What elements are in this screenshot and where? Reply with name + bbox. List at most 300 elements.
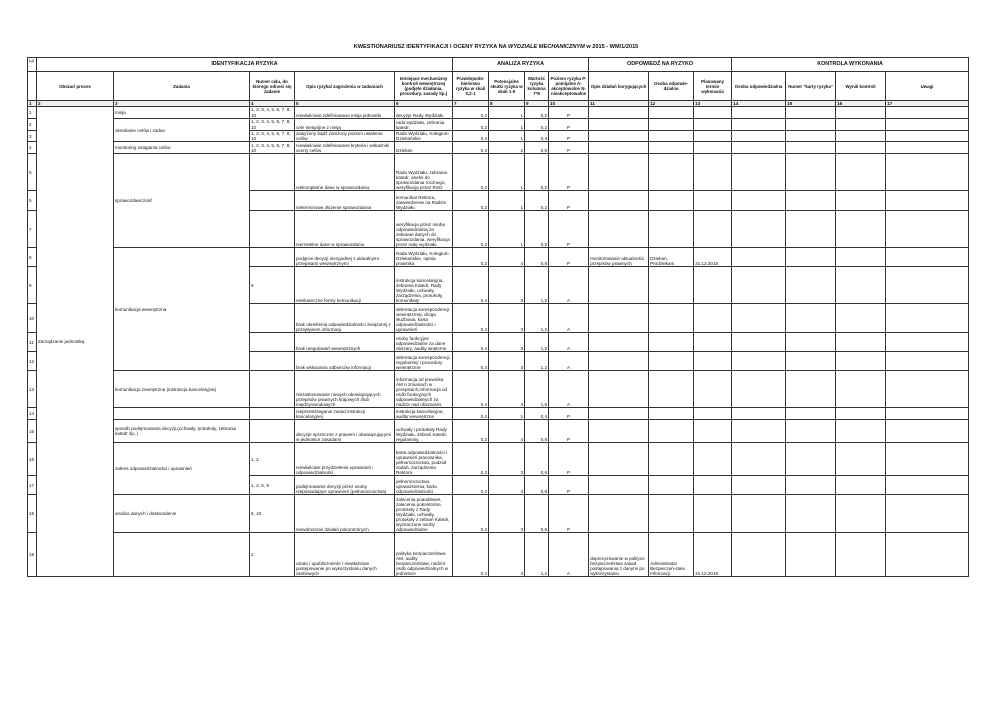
impact-cell: 2 — [489, 142, 525, 154]
control-result-cell — [836, 267, 886, 304]
task-cell: komunikacja zewnętrzna (instrukcja kancelaryjna) — [114, 371, 250, 408]
remarks-cell — [886, 408, 969, 420]
risk-description-cell: brak określenia odpowiedzialności związanej z przepływem informacji — [295, 304, 395, 333]
corrective-action-cell — [589, 495, 649, 533]
goal-number-cell: 1, 2, 3, 4, 5, 6, 7, 8, 10 — [250, 142, 295, 154]
impact-cell: 3 — [489, 267, 525, 304]
header-skutki: Potencjalne skutki ryzyka w skali 1-5 — [489, 72, 525, 101]
responsible-person-cell: Dziekan, Prodziekani — [649, 248, 694, 267]
impact-cell: 1 — [489, 119, 525, 131]
control-responsible-cell — [732, 371, 786, 408]
row-number: 3 — [28, 131, 37, 142]
control-responsible-cell — [732, 304, 786, 333]
risk-card-number-cell — [786, 119, 836, 131]
risk-card-number-cell — [786, 371, 836, 408]
control-mechanism-cell: weryfikacja przez osobę odpowiedzialną za zebranie danych do sprawozdania, weryfikacja przez radę wydziału — [395, 211, 453, 248]
header-wartosc: Wartość ryzyka kolumna 7*8 — [525, 72, 549, 101]
risk-level-cell: P — [549, 131, 589, 142]
table-row — [28, 495, 969, 533]
responsible-person-cell — [649, 131, 694, 142]
risk-level-cell: P — [549, 495, 589, 533]
corrective-action-cell: doprecyzowanie w polityce bezpieczeństwa zasad postępowania z danymi po wykorzystaniu — [589, 533, 649, 577]
risk-description-cell: niewłaściwie zdefiniowana misja jednostki — [295, 107, 395, 119]
col-number: 9 — [525, 101, 549, 107]
remarks-cell — [886, 107, 969, 119]
control-mechanism-cell: pełnomocnictwa, upoważnienia, karta odpowiedzialności — [395, 476, 453, 495]
responsible-person-cell — [649, 333, 694, 352]
risk-card-number-cell — [786, 107, 836, 119]
control-responsible-cell — [732, 131, 786, 142]
risk-value-cell: 1,2 — [525, 352, 549, 371]
table-row — [28, 119, 969, 131]
col-number: 2 — [37, 101, 114, 107]
risk-level-cell: A — [549, 333, 589, 352]
corrective-action-cell — [589, 371, 649, 408]
remarks-cell — [886, 533, 969, 577]
goal-number-cell — [250, 154, 295, 191]
task-cell: sprawozdawczość — [114, 154, 250, 248]
header-mechanizmy: Istniejące mechanizmy kontroli wewnętrznej (podjęte działania, procedury, zasady itp.) — [395, 72, 453, 101]
control-result-cell — [836, 154, 886, 191]
control-mechanism-cell: polityka bezpieczeństwa AM, audity bezpieczeństwa, nadzór osób odpowiedzialnych w jednostce — [395, 533, 453, 577]
corrective-action-cell — [589, 304, 649, 333]
risk-value-cell: 0,8 — [525, 420, 549, 443]
probability-cell: 0,4 — [453, 371, 489, 408]
risk-description-cell: nieterminowe złożenie sprawozdania — [295, 191, 395, 211]
risk-value-cell: 0,6 — [525, 495, 549, 533]
control-responsible-cell — [732, 495, 786, 533]
task-cell: sposób podejmowania decyzji,(uchwały, protokoły, zebrania katedr itp..) — [114, 420, 250, 443]
control-responsible-cell — [732, 352, 786, 371]
risk-card-number-cell — [786, 352, 836, 371]
row-number: 2 — [28, 119, 37, 131]
corrective-action-cell — [589, 443, 649, 476]
header-zadania: Zadania — [114, 72, 250, 101]
risk-card-number-cell — [786, 142, 836, 154]
deadline-cell — [694, 352, 732, 371]
remarks-cell — [886, 304, 969, 333]
control-mechanism-cell: rada wydziału, zebrania katedr, — [395, 119, 453, 131]
remarks-cell — [886, 119, 969, 131]
responsible-person-cell — [649, 476, 694, 495]
risk-card-number-cell — [786, 408, 836, 420]
row-number: 19 — [28, 533, 37, 577]
col-number: 11 — [589, 101, 649, 107]
risk-value-cell: 1,2 — [525, 333, 549, 352]
row-number: 5 — [28, 154, 37, 191]
risk-description-cell: podjęcie decyzji niezgodnej z aktualnymi przepisami wewnętrznymi — [295, 248, 395, 267]
control-mechanism-cell: instrukcja kancelaryjna, zebrania Katedr, Rady Wydziału, uchwały, zarządzenia, protokoły, komunikaty — [395, 267, 453, 304]
control-result-cell — [836, 304, 886, 333]
control-responsible-cell — [732, 267, 786, 304]
probability-cell: 0,2 — [453, 119, 489, 131]
impact-cell: 4 — [489, 476, 525, 495]
table-row — [28, 107, 969, 119]
task-cell — [114, 533, 250, 577]
control-responsible-cell — [732, 420, 786, 443]
impact-cell: 3 — [489, 352, 525, 371]
corrective-action-cell — [589, 211, 649, 248]
header-osoba-odpowiedzialna: Osoba odpowie-dzialna — [649, 72, 694, 101]
table-row — [28, 154, 969, 191]
impact-cell: 1 — [489, 191, 525, 211]
probability-cell: 0,2 — [453, 495, 489, 533]
col-number: 8 — [489, 101, 525, 107]
risk-table — [27, 57, 969, 577]
header-poziom: Poziom ryzyka P-pomijalne A-akceptowalne N-nieakceptowalne — [549, 72, 589, 101]
deadline-cell — [694, 107, 732, 119]
responsible-person-cell — [649, 443, 694, 476]
deadline-cell — [694, 119, 732, 131]
impact-cell: 3 — [489, 333, 525, 352]
row-number: 13 — [28, 371, 37, 408]
impact-cell: 3 — [489, 304, 525, 333]
row-number: 8 — [28, 248, 37, 267]
probability-cell: 0,4 — [453, 131, 489, 142]
risk-description-cell: podejmowanie decyzji przez osoby nieposiadające uprawnień (pełnomocnictwa) — [295, 476, 395, 495]
header-numer-celu: Numer celu, do którego odnosi się zadanie — [250, 72, 295, 101]
probability-cell: 0,4 — [453, 408, 489, 420]
risk-level-cell: P — [549, 420, 589, 443]
risk-value-cell: 0,8 — [525, 248, 549, 267]
control-result-cell — [836, 191, 886, 211]
risk-value-cell: 0,8 — [525, 142, 549, 154]
risk-description-cell: decyzje sprzeczne z prawem i obowiązującymi w jednostce zasadami — [295, 420, 395, 443]
control-responsible-cell — [732, 119, 786, 131]
control-result-cell — [836, 248, 886, 267]
col-number: 16 — [836, 101, 886, 107]
goal-number-cell — [250, 248, 295, 267]
corrective-action-cell — [589, 352, 649, 371]
goal-number-cell — [250, 333, 295, 352]
goal-number-cell: 1, 2, 5, 9 — [250, 476, 295, 495]
corrective-action-cell — [589, 142, 649, 154]
header-osoba-odpowiedzialna-2: Osoba odpowiedzialna — [732, 72, 786, 101]
col-number: 1 — [28, 101, 37, 107]
probability-cell: 0,2 — [453, 443, 489, 476]
risk-level-cell: P — [549, 476, 589, 495]
impact-cell: 1 — [489, 211, 525, 248]
header-uwagi: Uwagi — [886, 72, 969, 101]
risk-value-cell: 0,6 — [525, 443, 549, 476]
table-row — [28, 248, 969, 267]
deadline-cell — [694, 420, 732, 443]
impact-cell: 4 — [489, 248, 525, 267]
risk-description-cell: brak uregulowań wewnętrznych — [295, 333, 395, 352]
control-responsible-cell — [732, 142, 786, 154]
impact-cell: 4 — [489, 371, 525, 408]
col-number: 12 — [649, 101, 694, 107]
corrective-action-cell: monitorowanie aktualności przepisów prawnych — [589, 248, 649, 267]
risk-card-number-cell — [786, 333, 836, 352]
risk-level-cell: P — [549, 119, 589, 131]
row-number: 9 — [28, 267, 37, 304]
control-mechanism-cell: dekretacja korespondencji, regulaminy i procedury wewnętrzne — [395, 352, 453, 371]
header-prawdopodobienstwo: Prawdopodo-bieństwo ryzyka w skali 0,2-1 — [453, 72, 489, 101]
risk-level-cell: A — [549, 371, 589, 408]
table-row — [28, 408, 969, 420]
task-cell: zakres odpowiedzialności i uprawnień — [114, 443, 250, 495]
risk-card-number-cell — [786, 131, 836, 142]
responsible-person-cell — [649, 495, 694, 533]
section-analiza: ANALIZA RYZYKA — [453, 58, 589, 72]
control-result-cell — [836, 119, 886, 131]
corrective-action-cell — [589, 267, 649, 304]
control-mechanism-cell: uchwały i protokoły Rady Wydziału, zebrań Katedr, regulaminy, — [395, 420, 453, 443]
control-mechanism-cell: karta odpowiedzialności i uprawnień pracownika, pełnomocnictwa, podział zadań, zarządzenia Rektora — [395, 443, 453, 476]
header-termin: Planowany termin wykonania — [694, 72, 732, 101]
corrective-action-cell — [589, 119, 649, 131]
control-mechanism-cell: decyzje Rady Wydziału — [395, 107, 453, 119]
col-number: 13 — [694, 101, 732, 107]
risk-value-cell: 0,4 — [525, 408, 549, 420]
control-responsible-cell — [732, 211, 786, 248]
probability-cell: 0,4 — [453, 533, 489, 577]
goal-number-cell — [250, 371, 295, 408]
impact-cell: 1 — [489, 408, 525, 420]
control-result-cell — [836, 533, 886, 577]
corrective-action-cell — [589, 107, 649, 119]
remarks-cell — [886, 267, 969, 304]
goal-number-cell: 1, 2, 3, 4, 5, 6, 7, 8, 10 — [250, 131, 295, 142]
remarks-cell — [886, 248, 969, 267]
header-wynik: Wynik kontroli — [836, 72, 886, 101]
risk-description-cell: niewłaściwe przydzielenie uprawnień i odpowiedzialności — [295, 443, 395, 476]
goal-number-cell — [250, 420, 295, 443]
header-numer-karty: Numer "karty ryzyka" — [786, 72, 836, 101]
risk-value-cell: 0,8 — [525, 476, 549, 495]
goal-number-cell — [250, 408, 295, 420]
corrective-action-cell — [589, 476, 649, 495]
table-row — [28, 371, 969, 408]
task-cell — [114, 408, 250, 420]
table-row — [28, 420, 969, 443]
goal-number-cell: 1, 2 — [250, 443, 295, 476]
risk-description-cell: zawyżony bądź zaniżony poziom ustalenia celów — [295, 131, 395, 142]
probability-cell: 0,4 — [453, 304, 489, 333]
risk-description-cell: cele niespójne z misją — [295, 119, 395, 131]
remarks-cell — [886, 154, 969, 191]
responsible-person-cell — [649, 191, 694, 211]
corrective-action-cell — [589, 154, 649, 191]
probability-cell: 0,2 — [453, 191, 489, 211]
header-opis-dzialan: Opis działań korygujących — [589, 72, 649, 101]
risk-value-cell: 1,2 — [525, 533, 549, 577]
impact-cell: 1 — [489, 107, 525, 119]
control-responsible-cell — [732, 248, 786, 267]
control-mechanism-cell: informacja od prawnika AM o zmianach w przepisach,informacja od osób funkcyjnych odpowiedzialnych za nadzór nad obszarami — [395, 371, 453, 408]
risk-level-cell: P — [549, 408, 589, 420]
probability-cell: 0,2 — [453, 476, 489, 495]
risk-value-cell: 0,2 — [525, 211, 549, 248]
responsible-person-cell — [649, 119, 694, 131]
control-result-cell — [836, 476, 886, 495]
deadline-cell — [694, 154, 732, 191]
section-header-row — [28, 58, 969, 72]
remarks-cell — [886, 333, 969, 352]
table-row — [28, 142, 969, 154]
impact-cell: 1 — [489, 154, 525, 191]
responsible-person-cell — [649, 420, 694, 443]
goal-number-cell: 9 — [250, 267, 295, 304]
responsible-person-cell — [649, 371, 694, 408]
row-number: 10 — [28, 304, 37, 333]
probability-cell: 0,2 — [453, 248, 489, 267]
control-result-cell — [836, 443, 886, 476]
control-responsible-cell — [732, 443, 786, 476]
section-identyfikacja: IDENTYFIKACJA RYZYKA — [37, 58, 453, 72]
control-responsible-cell — [732, 476, 786, 495]
probability-cell: 0,4 — [453, 267, 489, 304]
column-header-row — [28, 72, 969, 101]
deadline-cell — [694, 211, 732, 248]
deadline-cell — [694, 142, 732, 154]
task-cell: analiza danych i doskonalenie — [114, 495, 250, 533]
impact-cell: 4 — [489, 420, 525, 443]
remarks-cell — [886, 352, 969, 371]
risk-card-number-cell — [786, 267, 836, 304]
control-mechanism-cell: komunikat Rektora, zatwierdzenie na Radzie Wydziału — [395, 191, 453, 211]
col-number: 3 — [114, 101, 250, 107]
risk-description-cell: niezastosowanie nowych obowiązujących przepisów prawnych krajowych i/lub międzynarodowych — [295, 371, 395, 408]
col-number: 14 — [732, 101, 786, 107]
goal-number-cell — [250, 304, 295, 333]
control-mechanism-cell: Dziekan — [395, 142, 453, 154]
col-number: 6 — [395, 101, 453, 107]
probability-cell: 0,4 — [453, 142, 489, 154]
risk-level-cell: P — [549, 248, 589, 267]
risk-card-number-cell — [786, 443, 836, 476]
responsible-person-cell: Administrator Bezpieczeń-stwa Informacji — [649, 533, 694, 577]
risk-level-cell: P — [549, 211, 589, 248]
probability-cell: 0,2 — [453, 154, 489, 191]
control-result-cell — [836, 352, 886, 371]
risk-value-cell: 1,2 — [525, 304, 549, 333]
risk-card-number-cell — [786, 476, 836, 495]
risk-description-cell: nieprzestrzeganie zasad instrukcji kancelaryjnej — [295, 408, 395, 420]
goal-number-cell — [250, 211, 295, 248]
impact-cell: 1 — [489, 131, 525, 142]
risk-description-cell: utrata / upublicznienie / niewłaściwe postępowanie po wykorzystaniu danych osobowych — [295, 533, 395, 577]
row-number: 6 — [28, 191, 37, 211]
risk-description-cell: nierzetelne dane w sprawozdaniu — [295, 211, 395, 248]
header-obszar: Obszar/ proces — [37, 72, 114, 101]
section-odpowiedz: ODPOWIEDŹ NA RYZYKO — [589, 58, 732, 72]
control-mechanism-cell: Rada Wydziału, zebrania katedr, aneks do sprawozdania rocznego, weryfikacja przez RSO — [395, 154, 453, 191]
deadline-cell: 31.12.2015 — [694, 533, 732, 577]
row-number: 7 — [28, 211, 37, 248]
deadline-cell — [694, 333, 732, 352]
deadline-cell — [694, 131, 732, 142]
corrective-action-cell — [589, 333, 649, 352]
deadline-cell — [694, 476, 732, 495]
control-mechanism-cell: dekretacja korespondencji wewnętrznej, droga służbowa, karta odpowiedzialności i uprawnień — [395, 304, 453, 333]
control-mechanism-cell: Rada Wydziału, Kolegium Dziekańskie — [395, 131, 453, 142]
deadline-cell — [694, 495, 732, 533]
remarks-cell — [886, 420, 969, 443]
risk-card-number-cell — [786, 533, 836, 577]
corrective-action-cell — [589, 420, 649, 443]
lp-header: Lp .. — [28, 58, 37, 72]
task-cell: okreslanie celów i zadan — [114, 119, 250, 142]
deadline-cell — [694, 443, 732, 476]
task-cell: misja — [114, 107, 250, 119]
page-title: KWESTIONARIUSZ IDENTYFIKACJI I OCENY RYZYKA NA WYDZIALE MECHANICZNYM w 2015 - WM/1/2015 — [353, 44, 639, 50]
control-responsible-cell — [732, 154, 786, 191]
risk-level-cell: A — [549, 533, 589, 577]
deadline-cell: 31.12.2015 — [694, 248, 732, 267]
impact-cell: 3 — [489, 495, 525, 533]
responsible-person-cell — [649, 352, 694, 371]
row-number: 18 — [28, 495, 37, 533]
section-kontrola: KONTROLA WYKONANIA — [732, 58, 969, 72]
risk-value-cell: 0,2 — [525, 107, 549, 119]
risk-level-cell: P — [549, 443, 589, 476]
control-responsible-cell — [732, 191, 786, 211]
risk-card-number-cell — [786, 154, 836, 191]
goal-number-cell: 1, 2, 3, 4, 5, 6, 7, 8, 10 — [250, 119, 295, 131]
control-responsible-cell — [732, 333, 786, 352]
responsible-person-cell — [649, 142, 694, 154]
control-result-cell — [836, 107, 886, 119]
control-result-cell — [836, 371, 886, 408]
control-result-cell — [836, 211, 886, 248]
responsible-person-cell — [649, 267, 694, 304]
col-number: 10 — [549, 101, 589, 107]
goal-number-cell: 2 — [250, 533, 295, 577]
risk-value-cell: 1,2 — [525, 267, 549, 304]
risk-value-cell: 0,4 — [525, 131, 549, 142]
deadline-cell — [694, 191, 732, 211]
col-number: 17 — [886, 101, 969, 107]
risk-value-cell: 0,2 — [525, 191, 549, 211]
risk-card-number-cell — [786, 248, 836, 267]
risk-card-number-cell — [786, 304, 836, 333]
control-result-cell — [836, 495, 886, 533]
control-result-cell — [836, 408, 886, 420]
risk-value-cell: 1,6 — [525, 371, 549, 408]
col-number: 7 — [453, 101, 489, 107]
control-mechanism-cell: instrukcja kancelaryjna, audity wewnętrzne — [395, 408, 453, 420]
control-responsible-cell — [732, 107, 786, 119]
remarks-cell — [886, 211, 969, 248]
col-number: 5 — [295, 101, 395, 107]
risk-description-cell: niekompletne dane w sprawozdaniu, — [295, 154, 395, 191]
control-responsible-cell — [732, 408, 786, 420]
responsible-person-cell — [649, 107, 694, 119]
probability-cell: 0,4 — [453, 352, 489, 371]
risk-value-cell: 0,2 — [525, 154, 549, 191]
col-number: 15 — [786, 101, 836, 107]
risk-level-cell: P — [549, 154, 589, 191]
row-number: 15 — [28, 420, 37, 443]
risk-card-number-cell — [786, 495, 836, 533]
responsible-person-cell — [649, 408, 694, 420]
risk-level-cell: P — [549, 191, 589, 211]
risk-value-cell: 0,2 — [525, 119, 549, 131]
probability-cell: 0,4 — [453, 333, 489, 352]
deadline-cell — [694, 304, 732, 333]
deadline-cell — [694, 371, 732, 408]
remarks-cell — [886, 191, 969, 211]
row-number: 14 — [28, 408, 37, 420]
risk-level-cell: P — [549, 142, 589, 154]
control-mechanism-cell: Rada Wydziału, Kolegium Dziekańskie, opinia prawnika — [395, 248, 453, 267]
corrective-action-cell — [589, 408, 649, 420]
risk-card-number-cell — [786, 191, 836, 211]
risk-description-cell: nieskuteczne formy komunikacji — [295, 267, 395, 304]
control-result-cell — [836, 142, 886, 154]
